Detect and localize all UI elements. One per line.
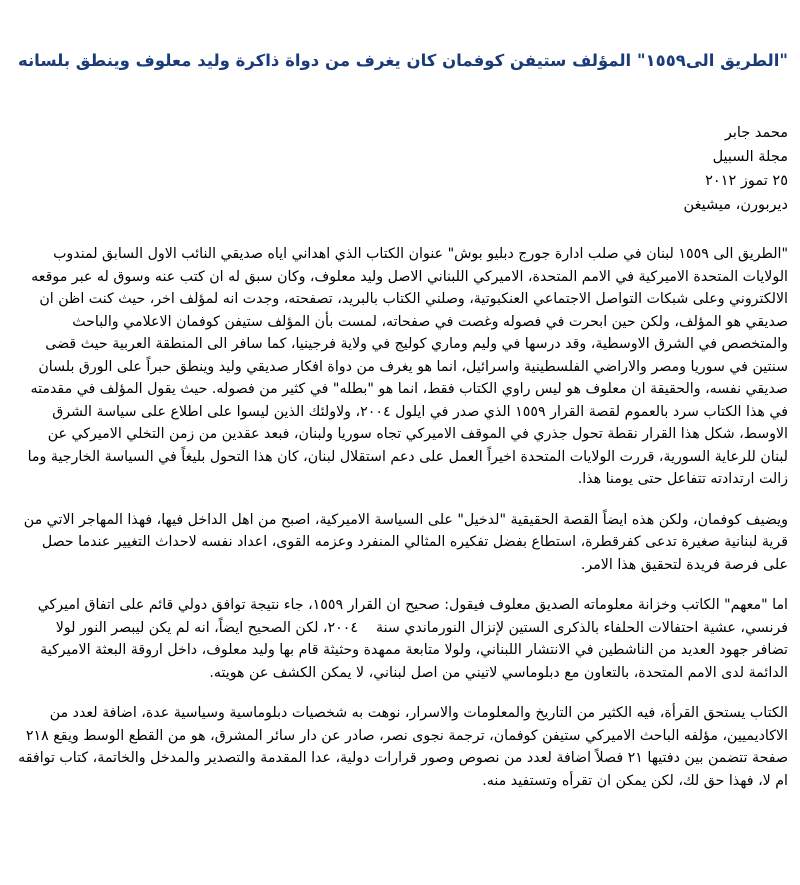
- article-title-suffix: " المؤلف ستيفن كوفمان كان يغرف من دواة ذاكرة وليد معلوف وينطق بلسانه: [17, 51, 646, 70]
- byline-location: ديربورن، ميشيغن: [683, 197, 788, 213]
- article-title-number: ١٥٥٩: [645, 51, 686, 70]
- paragraph-2: ويضيف كوفمان، ولكن هذه ايضاً القصة الحقيقية "لدخيل" على السياسة الاميركية، اصبح من اهل الداخل فيها، فهذا المهاجر الاتي من قرية لبنانية صغيرة تدعى كفرقطرة، استطاع بفضل تفكيره المثالي المنفرد وعزمه القوى، اعداد نفسه لاحداث التغيير عندما حصل على فرصة فريدة لتحقيق هذا الامر.: [23, 511, 788, 573]
- paragraph-3: اما "معهم" الكاتب وخزانة معلوماته الصديق معلوف فيقول: صحيح ان القرار ١٥٥٩، جاء نتيجة توافق دولي قائم على اتفاق اميركي فرنسي، عشية احتفالات الحلفاء بالذكرى الستين لإنزال النورماندي سنة ٢٠٠٤، لكن الصحيح ايضاً، انه لم يكن ليبصر النور لولا تضافر جهود العديد من الناشطين في الانتشار اللبناني، ولولا متابعة ممهدة وحثيثة قام بها وليد معلوف، داخل اروقة البعثة الاميركية الدائمة لدى الامم المتحدة، بالتعاون مع دبلوماسي لاتيني من اصل لبناني، لا يمكن الكشف عن هويته.: [37, 597, 788, 681]
- byline-publication: مجلة السبيل: [712, 149, 788, 165]
- paragraph-4: الكتاب يستحق القرأة، فيه الكثير من التاريخ والمعلومات والاسرار، نوهت به شخصيات دبلوماسية وسياسية عدة، اضافة لعدد من الاكاديميين، مؤلفه الباحث الاميركي ستيفن كوفمان، ترجمة نجوى نصر، صادر عن دار سائر المشرق، هو من القطع الوسط ويقع ٢١٨ صفحة تتضمن بين دفتيها ٢١ فصلاً اضافة لعدد من نصوص وصور قرارات دولية، عدا المقدمة والتصدير والمدخل والخاتمة، كتاب توافقه ام لا، فهذا حق لك، لكن يمكن ان تقرأه وتستفيد منه.: [18, 705, 788, 789]
- byline-author: محمد جابر: [724, 125, 788, 141]
- byline: [684, 121, 788, 217]
- article-title-prefix: "الطريق الى: [685, 51, 788, 70]
- article-title: [10, 48, 788, 74]
- byline-date: ٢٥ تموز ٢٠١٢: [705, 173, 788, 189]
- paragraph-1: "الطريق الى ١٥٥٩ لبنان في صلب ادارة جورج دبليو بوش" عنوان الكتاب الذي اهداني اياه صديقي النائب الاول السابق لمندوب الولايات المتحدة الاميركية في الامم المتحدة، الاميركي اللبناني الاصل وليد معلوف، وكان سبق له ان كتب عنه وسوق له عبر موقعه الالكتروني وعلى شبكات التواصل الاجتماعي العنكبوتية، وصلني الكتاب بالبريد، تصفحته، وجدت انه لمؤلف اخر، حيث كنت اظن ان صديقي هو المؤلف، ولكن حين ابحرت في فصوله وغصت في صفحاته، لمست بأن المؤلف ستيفن كوفمان الاعلامي والباحث والمتخصص في الشرق الاوسطية، وقد درسها في وليم وماري كوليج في ولاية فرجينيا، كما سافر الى المنطقة العربية حيث قضى سنتين في سوريا ومصر والاراضي الفلسطينية واسرائيل، انما هو يغرف من دواة افكار صديقي وليد وينطق حبراً على الورق بلسان صديقي نفسه، والحقيقة ان معلوف هو ليس راوي الكتاب فقط، انما هو "بطله" في كثير من فصوله. حيث يقول المؤلف في مقدمته في هذا الكتاب سرد بالعموم لقصة القرار ١٥٥٩ الذي صدر في ايلول ٢٠٠٤، ولاولئك الذين ليسوا على اطلاع على سياسة الشرق الاوسط، شكل هذا القرار نقطة تحول جذري في الموقف الاميركي تجاه سوريا ولبنان، فبعد عقدين من زمن التخلي الاميركي عن لبنان للرعاية السورية، قررت الولايات المتحدة اخيراً العمل على دعم استقلال لبنان، كان هذا التحول بليغاً في السياسة الخارجية وما زالت ارتدادته تتفاعل حتى يومنا هذا.: [27, 246, 788, 487]
- article-body: [18, 243, 788, 810]
